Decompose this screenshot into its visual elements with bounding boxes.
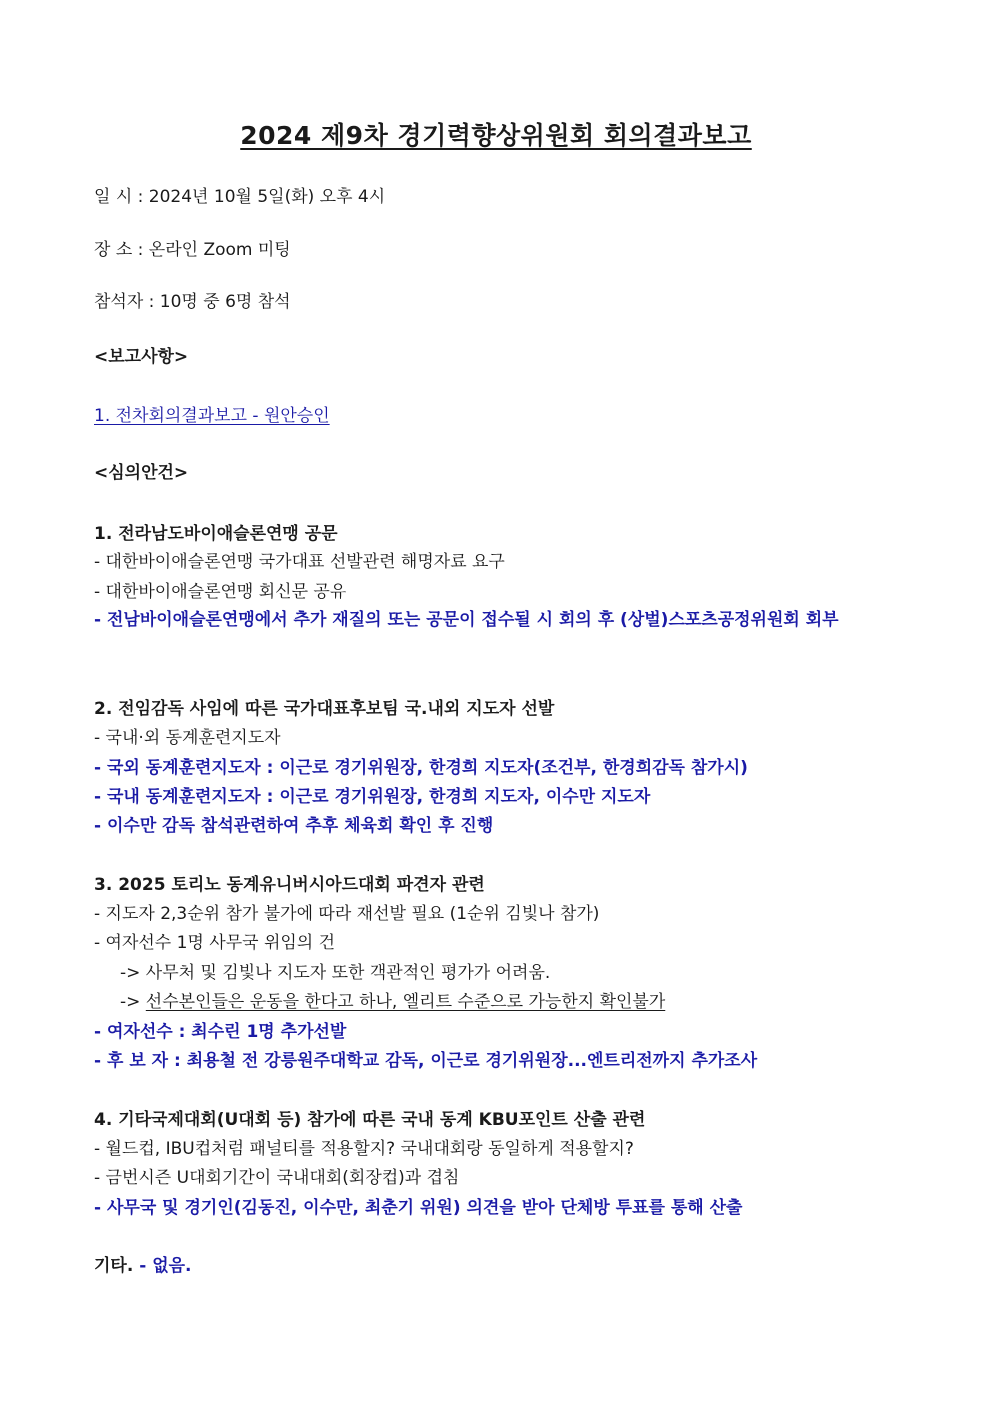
agenda-4-line-1: - 월드컵, IBU컵처럼 패널티를 적용할지? 국내대회랑 동일하게 적용할지?	[94, 1139, 634, 1159]
agenda-2-title: 2. 전임감독 사임에 따른 국가대표후보팀 국.내외 지도자 선발	[94, 699, 555, 719]
agenda-3-decision-1: - 여자선수 : 최수린 1명 추가선발	[94, 1022, 347, 1042]
agenda-3-line-1: - 지도자 2,3순위 참가 불가에 따라 재선발 필요 (1순위 김빛나 참가)	[94, 904, 600, 924]
document-title: 2024 제9차 경기력향상위원회 회의결과보고	[240, 121, 752, 150]
other-value: - 없음.	[133, 1256, 192, 1276]
agenda-3-note-1: -> 사무처 및 김빛나 지도자 또한 객관적인 평가가 어려움.	[120, 963, 551, 983]
agenda-2-decision-1: - 국외 동계훈련지도자 : 이근로 경기위원장, 한경희 지도자(조건부, 한경희감독 참가시)	[94, 758, 748, 778]
agenda-1-decision: - 전남바이애슬론연맹에서 추가 재질의 또는 공문이 접수될 시 회의 후 (상벌)스포츠공정위원회 회부	[94, 610, 839, 630]
agenda-4-decision: - 사무국 및 경기인(김동진, 이수만, 최춘기 위원) 의견을 받아 단체방 투표를 통해 산출	[94, 1198, 743, 1218]
other-items	[94, 1255, 192, 1277]
agenda-heading: <심의안건>	[94, 463, 189, 483]
agenda-1-line-1: - 대한바이애슬론연맹 국가대표 선발관련 해명자료 요구	[94, 552, 505, 572]
other-label: 기타.	[94, 1256, 134, 1276]
meeting-date: 일 시 : 2024년 10월 5일(화) 오후 4시	[94, 187, 386, 207]
agenda-4-line-2: - 금번시즌 U대회기간이 국내대회(회장컵)과 겹침	[94, 1168, 460, 1188]
agenda-2-decision-3: - 이수만 감독 참석관련하여 추후 체육회 확인 후 진행	[94, 816, 494, 836]
agenda-3-note-2-text: 선수본인들은 운동을 한다고 하나, 엘리트 수준으로 가능한지 확인불가	[145, 992, 666, 1012]
agenda-1-title: 1. 전라남도바이애슬론연맹 공문	[94, 524, 338, 544]
agenda-2-decision-2: - 국내 동계훈련지도자 : 이근로 경기위원장, 한경희 지도자, 이수만 지도자	[94, 787, 651, 807]
agenda-3-note-2	[120, 991, 665, 1013]
agenda-3-title: 3. 2025 토리노 동계유니버시아드대회 파견자 관련	[94, 875, 485, 895]
agenda-3-decision-2: - 후 보 자 : 최용철 전 강릉원주대학교 감독, 이근로 경기위원장...엔트리전까지 추가조사	[94, 1051, 758, 1071]
agenda-4-title: 4. 기타국제대회(U대회 등) 참가에 따른 국내 동계 KBU포인트 산출 관련	[94, 1110, 646, 1130]
meeting-place: 장 소 : 온라인 Zoom 미팅	[94, 240, 291, 260]
meeting-attendees: 참석자 : 10명 중 6명 참석	[94, 292, 291, 312]
agenda-3-line-2: - 여자선수 1명 사무국 위임의 건	[94, 933, 336, 953]
agenda-1-line-2: - 대한바이애슬론연맹 회신문 공유	[94, 582, 347, 602]
agenda-2-line-1: - 국내·외 동계훈련지도자	[94, 728, 281, 748]
report-item-1: 1. 전차회의결과보고 - 원안승인	[94, 406, 330, 426]
report-heading: <보고사항>	[94, 347, 189, 367]
arrow-prefix: ->	[120, 992, 146, 1012]
